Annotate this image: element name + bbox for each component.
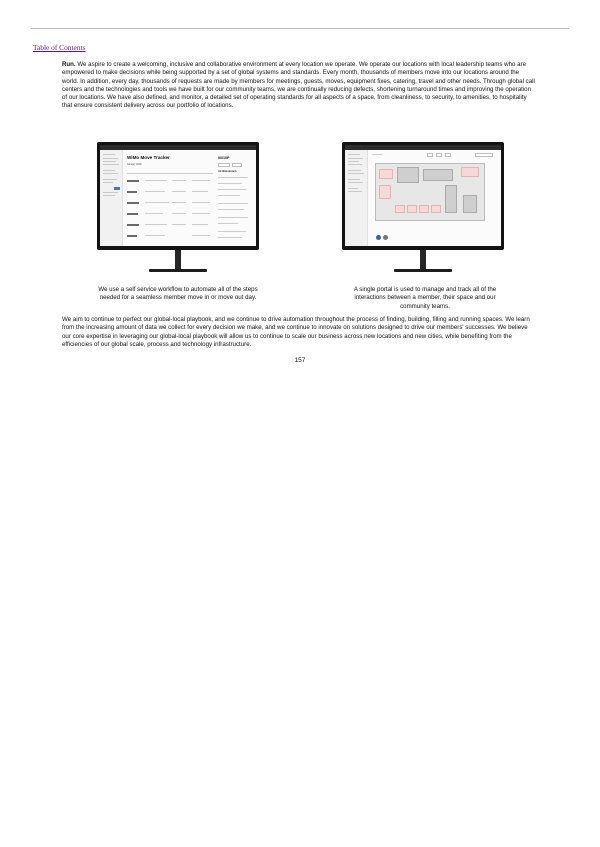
monitor-bezel	[342, 142, 504, 250]
monitor-space-portal	[342, 142, 504, 272]
space-portal-screen	[345, 145, 501, 246]
run-paragraph	[62, 61, 536, 111]
run-text: We aspire to create a welcoming, inclusive and collaborative environment at every location we operate. We operate our locations with local leadership teams who are empowered to make decisions while being supported by a set of global systems and standards. Every month, thousands of members move into our locations around the world. In addition, every day, thousands of requests are made by members for meetings, guests, moves, equipment fixes, catering, travel and other needs. Through global call centers and the technologies and tools we have built for our community teams, we are continually reducing defects, shortening turnaround times and improving the operation of our locations. We have also defined, and monitor, a detailed set of operating standards for all aspects of a space, from cleanliness, to security, to amenities, to hospitality that ensure consistent delivery across our portfolio of locations.	[62, 61, 535, 110]
table-of-contents-link[interactable]: Table of Contents	[33, 43, 86, 52]
right-figure-caption: A single portal is used to manage and track all of the interactions between a member, their space and our community teams.	[353, 286, 497, 310]
app-top-bar	[345, 145, 501, 150]
monitor-move-tracker	[97, 142, 259, 272]
run-heading: Run.	[62, 61, 76, 68]
move-tracker-title: WiMo Move Tracker	[127, 155, 170, 160]
closing-paragraph: We aim to continue to perfect our global-local playbook, and we continue to drive automation throughout the process of finding, building, filling and running spaces. We learn from the increasing amount of data we collect for every decision we make, and we continue to innovate on solutions designed to drive our members' successes. We believe our core expertise in leveraging our global-local playbook will allow us to continue to scale our business across new locations and new cities, while benefiting from the efficiencies of our global scale, process and technology infrastructure.	[62, 316, 530, 348]
page-number: 157	[294, 357, 306, 364]
monitor-stand-base	[394, 269, 452, 272]
zoom-in-button[interactable]	[376, 235, 381, 240]
app-top-bar	[100, 145, 256, 150]
monitor-bezel	[97, 142, 259, 250]
zoom-out-button[interactable]	[383, 235, 388, 240]
move-tracker-count: 00/10P	[218, 156, 230, 160]
move-tracker-screen	[100, 145, 256, 246]
monitor-stand-neck	[420, 250, 426, 269]
move-tracker-subtitle: Air Bitcoinmen	[218, 170, 237, 173]
app-sidebar	[345, 150, 368, 246]
top-rule	[31, 28, 569, 29]
app-sidebar	[100, 150, 123, 246]
left-figure-caption: We use a self service workflow to automate all of the steps needed for a seamless member move in or move out day.	[98, 286, 258, 302]
monitor-stand-base	[149, 269, 207, 272]
monitor-stand-neck	[175, 250, 181, 269]
move-tracker-date: January 2019	[127, 163, 142, 166]
